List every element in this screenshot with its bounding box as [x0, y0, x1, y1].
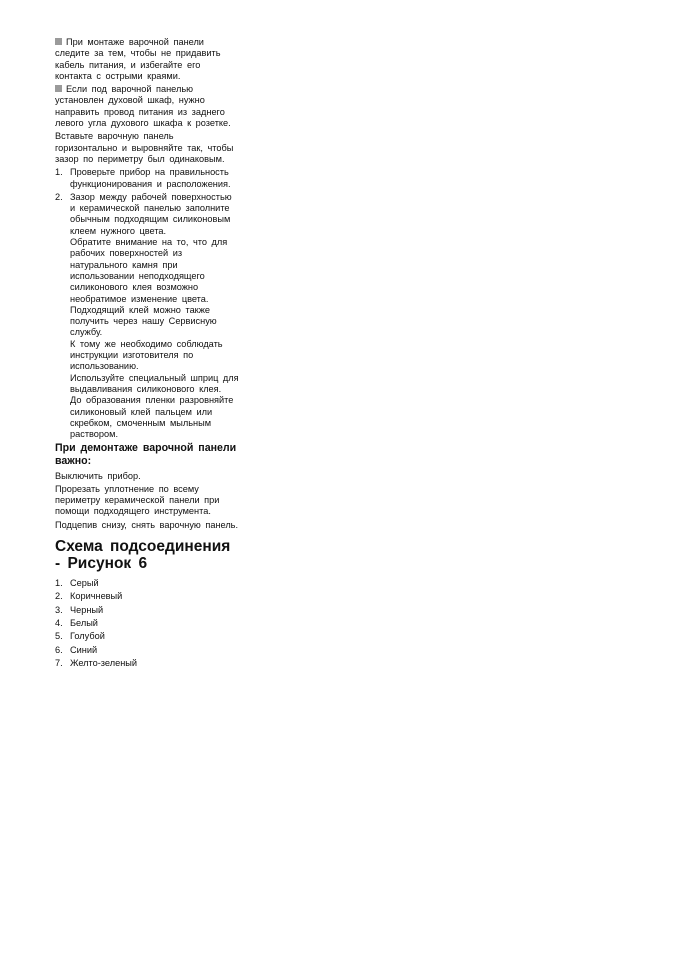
step-number: 1.: [55, 167, 63, 178]
step-text: Обратите внимание на то, что для рабочих поверхностей из натурального камня при использовании неподходящего силиконового клея возможно необратимое изменение цвета.: [70, 237, 228, 304]
item-label: Синий: [70, 644, 98, 655]
step-text: До образования пленки разровняйте силиконовый клей пальцем или скребком, смоченным мыльным раствором.: [70, 395, 234, 440]
item-label: Серый: [70, 578, 99, 589]
item-label: Желто-зеленый: [70, 657, 138, 668]
intro-paragraph: Вставьте варочную панель горизонтально и выровняйте так, чтобы зазор по периметру был одинаковым.: [55, 131, 234, 164]
step-text: Зазор между рабочей поверхностью и керамической панелью заполните обычным подходящим силиконовым клеем нужного цвета.: [70, 191, 232, 236]
step-text: Используйте специальный шприц для выдавливания силиконового клея.: [70, 372, 239, 394]
item-number: 4.: [55, 617, 63, 628]
list-item: [55, 658, 240, 669]
bullet-square-icon: [55, 38, 62, 45]
list-item: [55, 631, 240, 642]
list-item: [55, 645, 240, 656]
item-label: Черный: [70, 604, 104, 615]
item-number: 7.: [55, 657, 63, 668]
step-number: 2.: [55, 191, 63, 202]
list-item: [55, 605, 240, 616]
bullet-text: При монтаже варочной панели следите за тем, чтобы не придавить кабель питания, и избегайте его контакта с острыми краями.: [55, 37, 221, 81]
dismount-heading: При демонтаже варочной панели важно:: [55, 442, 237, 467]
dismount-paragraph: Выключить прибор.: [55, 470, 141, 481]
step-2: [55, 192, 240, 441]
bullet-square-icon: [55, 85, 62, 92]
item-label: Голубой: [70, 631, 105, 642]
item-number: 3.: [55, 604, 63, 615]
list-item: [55, 591, 240, 602]
item-number: 2.: [55, 591, 63, 602]
item-label: Коричневый: [70, 591, 123, 602]
item-label: Белый: [70, 617, 98, 628]
step-text: Подходящий клей можно также получить через нашу Сервисную службу.: [70, 304, 217, 338]
item-number: 1.: [55, 578, 63, 589]
item-number: 5.: [55, 631, 63, 642]
step-text: К тому же необходимо соблюдать инструкции изготовителя по использованию.: [70, 338, 223, 372]
wire-color-list: [55, 578, 240, 669]
list-item: [55, 578, 240, 589]
dismount-paragraph: Подцепив снизу, снять варочную панель.: [55, 519, 239, 530]
bullet-paragraph: [55, 37, 240, 82]
step-1: [55, 167, 240, 190]
scheme-heading: Схема подсоединения - Рисунок 6: [55, 538, 231, 573]
list-item: [55, 618, 240, 629]
document-column: [55, 37, 240, 671]
bullet-paragraph: [55, 84, 240, 129]
step-text: Проверьте прибор на правильность функционирования и расположения.: [70, 167, 231, 189]
item-number: 6.: [55, 644, 63, 655]
dismount-paragraph: Прорезать уплотнение по всему периметру керамической панели при помощи подходящего инструмента.: [55, 483, 220, 517]
bullet-text: Если под варочной панелью установлен духовой шкаф, нужно направить провод питания из заднего левого угла духового шкафа к розетке.: [55, 84, 231, 129]
